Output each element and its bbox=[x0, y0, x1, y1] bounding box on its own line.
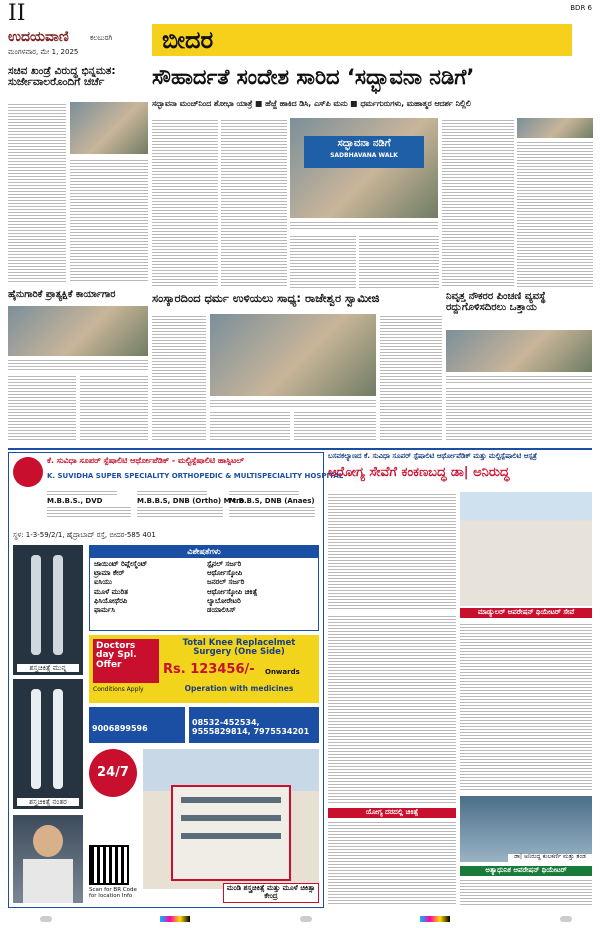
main-headline: ಸೌಹಾರ್ದತೆ ಸಂದೇಶ ಸಾರಿದ ‘ಸದ್ಭಾವನಾ ನಡಿಗೆ’ bbox=[152, 65, 475, 89]
masthead bbox=[0, 0, 600, 62]
feature-panel bbox=[328, 452, 592, 908]
edition-label: ಕಲಬುರಗಿ bbox=[90, 34, 113, 42]
hospital-logo bbox=[13, 457, 43, 487]
page-number: II bbox=[8, 1, 26, 26]
main-col7-text bbox=[442, 118, 514, 288]
left-col2-text bbox=[70, 158, 148, 282]
main-photo-caption bbox=[290, 220, 438, 230]
mid-col2-text bbox=[210, 410, 290, 442]
contact-left bbox=[89, 707, 185, 743]
offer-left-label: Doctors day Spl. Offer bbox=[93, 639, 159, 683]
mid-photo bbox=[210, 314, 376, 396]
hospital-name: ಕೆ. ಸುವಿಧಾ ಸೂಪರ್ ಸ್ಪೆಷಾಲಿಟಿ ಆರ್ಥೋಪೆಡಿಕ್ - ಮಲ್ಟಿಸ್ಪೆಷಾಲಿಟಿ ಹಾಸ್ಪಿಟಲ್ bbox=[47, 456, 245, 465]
feature-headline: ಆರೋಗ್ಯ ಸೇವೆಗೆ ಕಂಕಣಬದ್ಧ ಡಾ| ಅನಿರುದ್ಧ bbox=[328, 465, 510, 480]
left-photo bbox=[70, 102, 148, 154]
right-caption bbox=[446, 374, 592, 384]
xray-before-label: ಶಸ್ತ್ರಚಿಕಿತ್ಸೆ ಮುನ್ನ bbox=[17, 664, 79, 672]
service-item: ಮೂಳೆ ಮುರಿತ bbox=[94, 587, 128, 596]
offer-box bbox=[89, 635, 319, 703]
offer-sub: Operation with medicines bbox=[184, 684, 294, 693]
hospital-name-en: K. SUVIDHA SUPER SPECIALITY ORTHOPEDIC & MULTISPECIALITY HOSPITAL bbox=[47, 472, 344, 480]
service-item: ಟ್ರಾಮಾ ಕೇರ್ bbox=[94, 569, 125, 578]
registration-bar bbox=[0, 914, 600, 924]
box2-title: ಯೋಗ್ಯ ದರದಲ್ಲಿ ಚಿಕಿತ್ಸೆ bbox=[328, 808, 456, 818]
left2-col2-text bbox=[80, 374, 148, 442]
box3-title: ಅತ್ಯಾಧುನಿಕ ಆಪರೇಷನ್ ಥಿಯೇಟರ್ bbox=[460, 866, 592, 876]
main-col2-text bbox=[221, 118, 287, 288]
left-headline: ಸಚಿವ ಖಂಡ್ರೆ ವಿರುದ್ಧ ಭಿನ್ನಮತ: ಸುರ್ಜೇವಾಲರೊಂದಿಗೆ ಚರ್ಚೆ bbox=[8, 65, 116, 89]
service-item: ಡಯಾಲಿಸಿಸ್ bbox=[207, 605, 236, 614]
xray-after-label: ಶಸ್ತ್ರಚಿಕಿತ್ಸೆ ನಂತರ bbox=[17, 798, 79, 806]
doctor-1-box bbox=[47, 489, 135, 529]
walk-banner-sub: SADBHAVANA WALK bbox=[330, 151, 398, 159]
left2-caption bbox=[8, 358, 148, 370]
building-caption: ಮಂಡಿ ಶಸ್ತ್ರಚಿಕಿತ್ಸೆ ಮತ್ತು ಮೂಳೆ ಚಿಕಿತ್ಸಾ ಕೇಂದ್ರ bbox=[223, 883, 319, 903]
main-photo bbox=[290, 118, 438, 218]
service-item: ಜನರಲ್ ಸರ್ಜರಿ bbox=[207, 578, 245, 587]
left2-photo bbox=[8, 306, 148, 356]
main-col8-text bbox=[517, 140, 593, 288]
date-line: ಮಂಗಳವಾರ, ಮೇ 1, 2025 bbox=[8, 48, 79, 56]
qr-code bbox=[89, 845, 129, 885]
main-photo-2 bbox=[517, 118, 593, 138]
offer-price: Rs. 123456/- bbox=[163, 662, 255, 677]
section-banner: ಬೀದರ bbox=[152, 24, 572, 56]
service-item: ಆರ್ಥೋಸ್ಕೋಪಿ bbox=[207, 569, 243, 578]
left2-col1-text bbox=[8, 374, 76, 442]
phone-2: 9555829814, 7975534201 bbox=[192, 727, 310, 737]
mid-col1-text bbox=[152, 314, 206, 442]
offer-onwards: Onwards bbox=[265, 668, 300, 676]
page-corner: BDR 6 bbox=[570, 4, 592, 12]
mid-col4-text bbox=[380, 314, 442, 442]
phone-emergency: 9006899596 bbox=[92, 724, 148, 733]
right-headline: ನಿವೃತ್ತ ನೌಕರರ ಪಿಂಚಣಿ ವ್ಯವಸ್ಥೆ ರದ್ದುಗೊಳಿಸದಿರಲು ಒತ್ತಾಯ bbox=[446, 291, 546, 313]
box3-text bbox=[460, 878, 592, 906]
phone-1: 08532-452534, bbox=[192, 718, 260, 727]
service-item: ಐಸಿಯು bbox=[94, 578, 112, 587]
feature-top-strip: ಬಸವಕಲ್ಯಾಣದ ಕೆ. ಸುವಿಧಾ ಸೂಪರ್ ಸ್ಪೆಷಾಲಿಟಿ ಆರ್ಥೋಪೆಡಿಕ್ ಮತ್ತು ಮಲ್ಟಿಸ್ಪೆಷಾಲಿಟಿ ಆಸ್ಪತ್ರೆ bbox=[328, 452, 537, 460]
services-title: ವಿಶೇಷತೆಗಳು bbox=[90, 546, 318, 558]
service-item: ಸ್ಪೈನಲ್ ಸರ್ಜರಿ bbox=[207, 560, 242, 569]
hospital-building bbox=[143, 749, 319, 889]
feature-col3-text bbox=[460, 622, 592, 792]
contact-right bbox=[189, 707, 319, 743]
doctor-team-caption: ಡಾ| ಅನಿರುದ್ಧ ಕುಲಕರ್ಣಿ ಮತ್ತು ತಂಡ bbox=[508, 854, 592, 864]
services-box bbox=[89, 545, 319, 631]
hospital-ad bbox=[8, 452, 344, 908]
box1-title: ಮಾಡ್ಯುಲರ್ ಆಪರೇಷನ್ ಥಿಯೇಟರ್ ಸೇವೆ bbox=[460, 608, 592, 618]
feature-col1-text bbox=[328, 492, 456, 610]
box2-text bbox=[328, 820, 456, 906]
xray-before bbox=[13, 545, 83, 675]
offer-title: Total Knee Replacelmet Surgery (One Side) bbox=[182, 638, 296, 657]
emergency-247-badge: 24/7 bbox=[89, 749, 137, 797]
main-subhead: ಸದ್ಭಾವನಾ ಮಂಚ್‌ನಿಂದ ಶೋಭಾ ಯಾತ್ರೆ ■ ಹೆಜ್ಜೆ ಹಾಕಿದ ಡಿಸಿ, ಎಸ್‌ಪಿ ಮನು ■ ಧರ್ಮಗುರುಗಳು, ಮಹಾತ್ಮರ ಆದರ್ಶ ನಿಲ್ಲಿಲಿ bbox=[152, 99, 471, 108]
service-item: ಫಿಸಿಯೋಥೆರಪಿ bbox=[94, 596, 128, 605]
feature-col2-text bbox=[328, 614, 456, 804]
right-photo bbox=[446, 330, 592, 372]
main-col1-text bbox=[152, 118, 218, 288]
left-col1-text bbox=[8, 102, 66, 282]
service-item: ಆರ್ಥೋಸ್ಕೋಪಿ ಚಿಕಿತ್ಸೆ bbox=[207, 587, 258, 596]
mid-col3-text bbox=[294, 410, 376, 442]
hospital-address: ಸ್ಥಳ: 1-3-59/2/1, ಹೈದ್ರಾಬಾದ್ ರಸ್ತೆ, ಬೀದರ-585 401 bbox=[13, 531, 156, 539]
feature-hospital-photo bbox=[460, 492, 592, 606]
offer-conditions: Conditions Apply bbox=[93, 686, 144, 693]
right-col-text bbox=[446, 386, 592, 442]
service-item: ಜಾಯಿಂಟ್ ರಿಪ್ಲೇಸ್ಮೆಂಟ್ bbox=[94, 560, 148, 569]
paper-name: ಉದಯವಾಣಿ bbox=[8, 29, 69, 45]
service-item: ಲ್ಯಾಬೋರೇಟರಿ bbox=[207, 596, 241, 605]
xray-after bbox=[13, 679, 83, 809]
ad-top-border bbox=[8, 448, 592, 450]
doctor-1-degree: M.B.B.S., DVD bbox=[47, 497, 103, 505]
main-col5-text bbox=[290, 234, 356, 288]
qr-label: Scan for BR Code for location Info bbox=[89, 887, 137, 900]
main-col6-text bbox=[359, 234, 439, 288]
doctor-2-degree: M.B.B.S, DNB (Ortho) M'tro bbox=[137, 497, 245, 505]
doctor-3-degree: M.B.B.S, DNB (Anaes) bbox=[229, 497, 315, 505]
doctor-3-box bbox=[229, 489, 319, 529]
mid-photo-caption bbox=[210, 398, 376, 408]
doctor-2-box bbox=[137, 489, 245, 529]
mid-headline: ಸಂಸ್ಕಾರದಿಂದ ಧರ್ಮ ಉಳಿಯಲು ಸಾಧ್ಯ: ರಾಜೇಶ್ವರ ಸ್ವಾಮೀಜಿ bbox=[152, 291, 380, 305]
doctor-photo bbox=[13, 815, 83, 903]
walk-banner bbox=[304, 136, 424, 168]
left2-headline: ಹೈನುಗಾರಿಕೆ ಪ್ರಾತ್ಯಕ್ಷಿಕೆ ಕಾರ್ಯಾಗಾರ bbox=[8, 289, 116, 300]
service-item: ಫಾರ್ಮಸಿ bbox=[94, 605, 115, 614]
walk-banner-text: ಸದ್ಭಾವನಾ ನಡಿಗೆ bbox=[337, 138, 391, 149]
